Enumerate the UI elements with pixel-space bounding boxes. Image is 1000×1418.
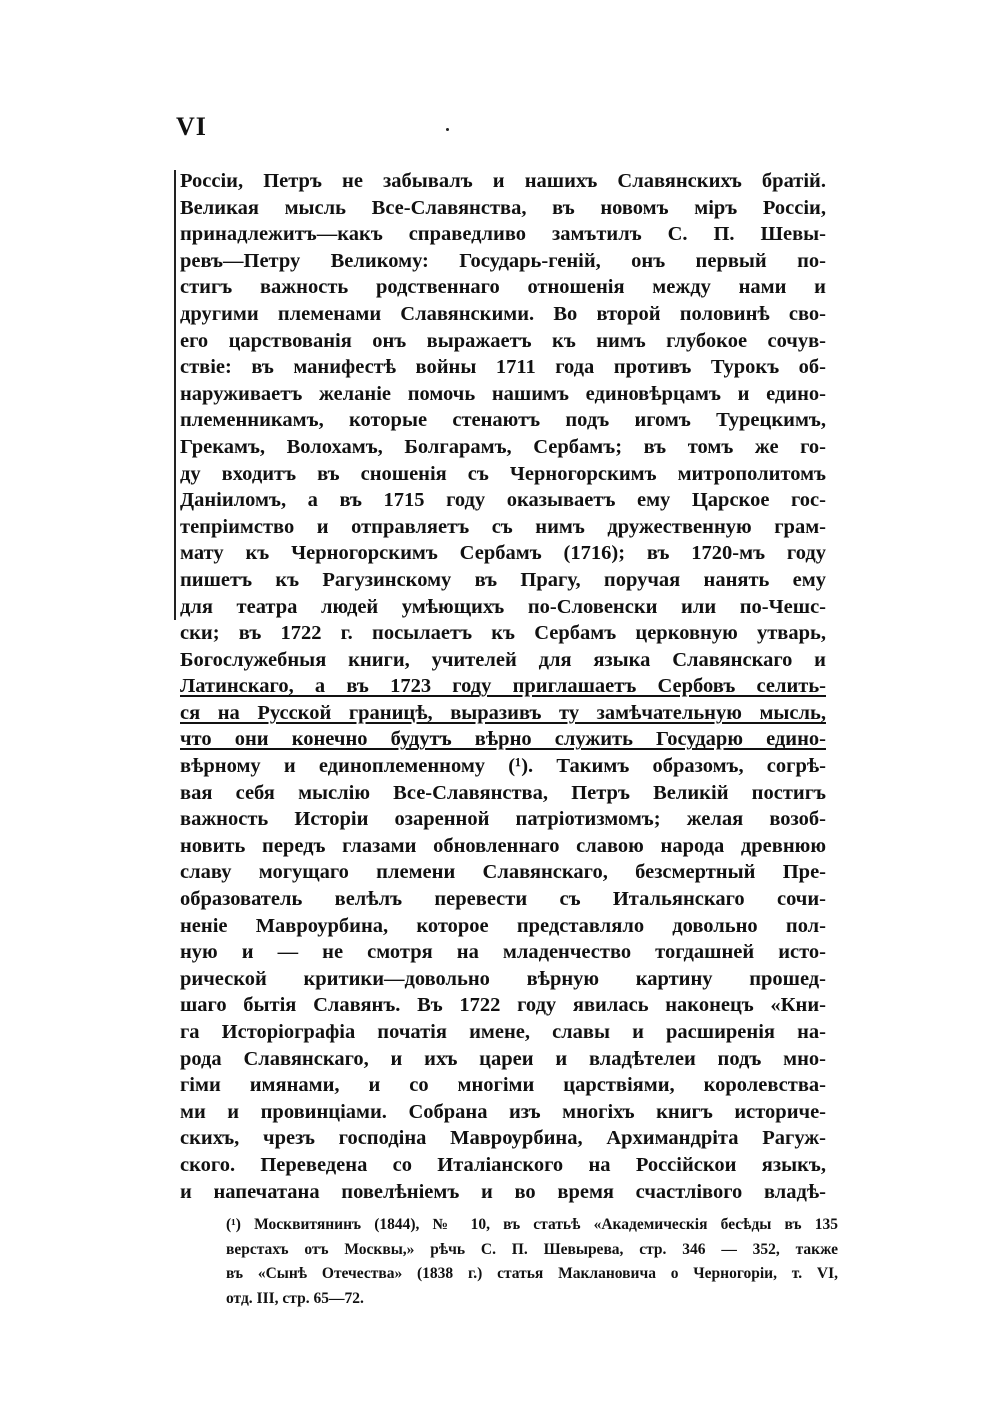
footnote-line: верстахъ отъ Москвы,» рѣчь С. П. Шевырева, стр. 346 — 352, также [226,1240,838,1258]
body-line: Великая мысль Все-Славянства, въ новомъ міръ Россіи, [180,196,826,219]
body-text [180,168,826,1205]
body-line: стигъ важность родственнаго отношенія между нами и [180,276,826,299]
body-line: ствіе: въ манифестѣ войны 1711 года противъ Турокъ об- [180,356,826,379]
body-line: неніе Мавроурбина, которое представляло довольно пол- [180,914,826,937]
body-line: гіми имянами, и со многіми царствіями, королевства- [180,1074,826,1097]
body-line: образователь велѣлъ перевести съ Итальянскаго сочи- [180,888,826,911]
body-line: рической критики—довольно вѣрную картину прошед- [180,967,826,990]
body-line: пишетъ къ Рагузинскому въ Прагу, поручая нанять ему [180,568,826,591]
body-line: важность Исторіи озаренной патріотизмомъ; желая возоб- [180,808,826,831]
body-line: ную и — не смотря на младенчество тогдашней исто- [180,941,826,964]
body-line: га Исторіографіа початія имене, славы и расширенія на- [180,1021,826,1043]
body-line: Грекамъ, Волохамъ, Болгарамъ, Сербамъ; въ томъ же го- [180,435,826,458]
page-number: VI [176,112,207,141]
footnote [226,1213,838,1311]
body-line: Богослужебныя книги, учителей для языка Славянскаго и [180,648,826,671]
body-line-underlined: Латинскаго, а въ 1723 году приглашаетъ Сербовъ селить- [180,675,826,698]
footnote-line: (¹) Москвитянинъ (1844), № 10, въ статьѣ «Академическія бесѣды въ 135 [226,1216,838,1233]
footnote-line: въ «Сынѣ Отечества» (1838 г.) статья Маклановича о Черногоріи, т. VI, [226,1265,838,1282]
body-line: для театра людей умѣющихъ по-Словенски или по-Чешс- [180,595,826,618]
body-line-underlined: ся на Русской границѣ, выразивъ ту замѣчательную мысль, [180,701,826,724]
body-line: Даніиломъ, а въ 1715 году оказываетъ ему Царское гос- [180,489,826,512]
body-line: ревъ—Петру Великому: Государь-геній, онъ первый по- [180,249,826,272]
body-line: новить передъ глазами обновленнаго славою народа древнюю [180,834,826,857]
body-line: шаго бытія Славянъ. Въ 1722 году явилась наконецъ «Кни- [180,994,826,1017]
body-line: вѣрному и единоплеменному (¹). Такимъ образомъ, согрѣ- [180,755,826,778]
body-line: ски; въ 1722 г. посылаетъ къ Сербамъ церковную утварь, [180,622,826,645]
body-line: его царствованія онъ выражаетъ къ нимъ глубокое сочув- [180,329,826,352]
margin-mark [174,170,176,620]
body-line: ми и провинціами. Собрана изъ многіхъ книгъ историче- [180,1100,826,1123]
body-line-underlined: что они конечно будутъ вѣрно служить Государю едино- [180,728,826,751]
body-line: вая себя мыслію Все-Славянства, Петръ Великій постигъ [180,781,826,804]
body-line: и напечатана повелѣніемъ и во время счастлівого владѣ- [180,1180,826,1203]
footnote-line: отд. III, стр. 65—72. [226,1289,364,1307]
body-line: ду входитъ въ сношенія съ Черногорскимъ митрополитомъ [180,462,826,485]
body-line: славу могущаго племени Славянскаго, безсмертный Пре- [180,861,826,884]
body-line: ского. Переведена со Италіанского на Россійскои языкъ, [180,1153,826,1176]
body-line: тепріимство и отправляетъ съ нимъ дружественную грам- [180,515,826,538]
body-line: скихъ, чрезъ господіна Мавроурбина, Архимандріта Рагуж- [180,1127,826,1150]
body-line: наруживаетъ желаніе помочь нашимъ единовѣрцамъ и едино- [180,382,826,405]
body-line: племенникамъ, которые стенаютъ подъ игомъ Турецкимъ, [180,409,826,432]
body-line: принадлежитъ—какъ справедливо замътилъ С. П. Шевы- [180,223,826,246]
body-line: Россіи, Петръ не забывалъ и нашихъ Славянскихъ братій. [180,170,826,192]
body-line: другими племенами Славянскими. Во второй половинѣ сво- [180,302,826,325]
print-speck [446,128,449,131]
body-line: мату къ Черногорскимъ Сербамъ (1716); въ 1720-мъ году [180,542,826,565]
body-line: рода Славянскаго, и ихъ цареи и владѣтелеи подъ мно- [180,1047,826,1070]
